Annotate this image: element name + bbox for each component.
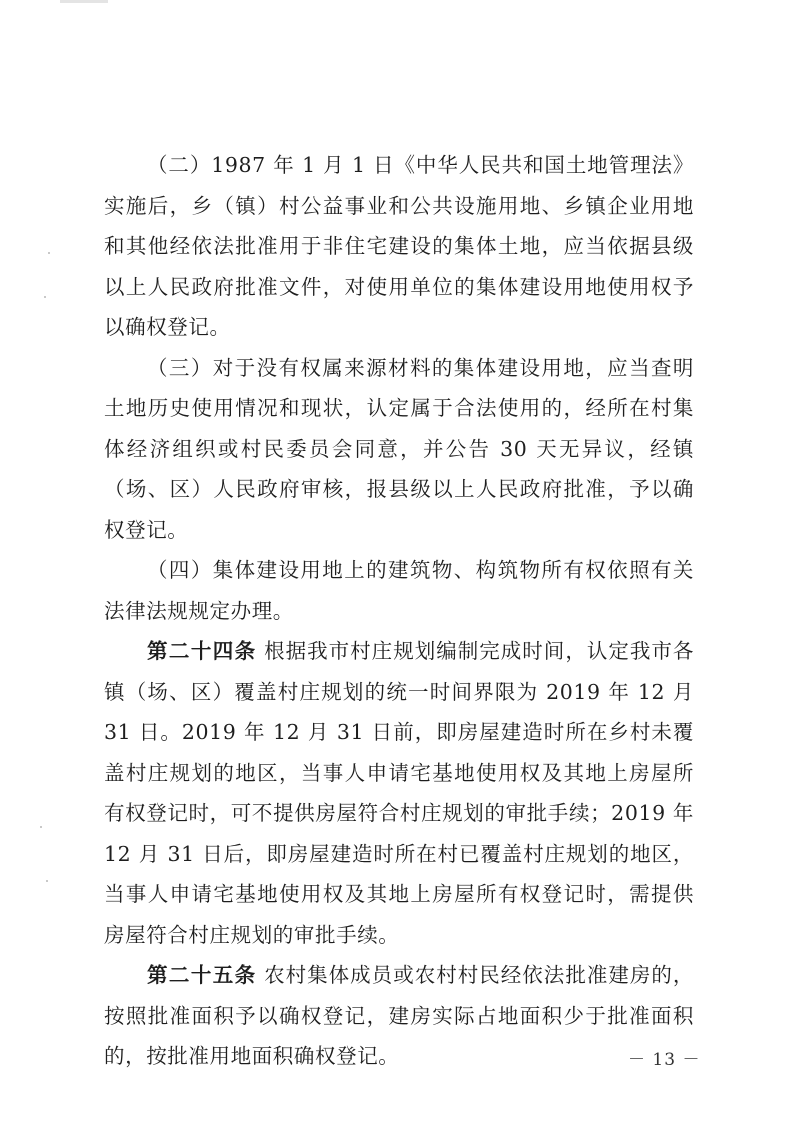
paragraph-article-24 [104, 631, 694, 955]
paragraph-text: （四）集体建设用地上的建筑物、构筑物所有权依照有关法律法规规定办理。 [104, 558, 694, 623]
scan-speck [48, 252, 50, 254]
document-body [104, 145, 694, 1077]
paragraph-text: 根据我市村庄规划编制完成时间，认定我市各镇（场、区）覆盖村庄规划的统一时间界限为 2019 年 12 月 31 日。2019 年 12 月 31 日前，即房屋建造时所在乡村未覆盖村庄规划的地区，当事人申请宅基地使用权及其地上房屋所有权登记时，可不提供房屋符合村庄规划的审批手续；2019 年 12 月 31 日后，即房屋建造时所在村已覆盖村庄规划的地区，当事人申请宅基地使用权及其地上房屋所有权登记时，需提供房屋符合村庄规划的审批手续。 [104, 639, 694, 947]
article-heading: 第二十五条 [147, 963, 257, 987]
page-number: － 13 － [628, 1050, 701, 1070]
scan-speck [40, 826, 42, 828]
article-heading: 第二十四条 [147, 639, 257, 663]
paragraph-clause-23-2 [104, 145, 694, 348]
paragraph-article-25 [104, 955, 694, 1077]
paragraph-text: 农村集体成员或农村村民经依法批准建房的，按照批准面积予以确权登记，建房实际占地面积少于批准面积的，按批准用地面积确权登记。 [104, 963, 694, 1068]
scan-speck [46, 880, 48, 882]
paragraph-clause-23-3 [104, 348, 694, 551]
paragraph-clause-23-4 [104, 550, 694, 631]
scan-edge-mark [60, 0, 108, 3]
paragraph-text: （二）1987 年 1 月 1 日《中华人民共和国土地管理法》实施后，乡（镇）村公益事业和公共设施用地、乡镇企业用地和其他经依法批准用于非住宅建设的集体土地，应当依据县级以上人民政府批准文件，对使用单位的集体建设用地使用权予以确权登记。 [104, 153, 694, 339]
scan-speck [44, 296, 46, 298]
paragraph-text: （三）对于没有权属来源材料的集体建设用地，应当查明土地历史使用情况和现状，认定属于合法使用的，经所在村集体经济组织或村民委员会同意，并公告 30 天无异议，经镇（场、区）人民政府审核，报县级以上人民政府批准，予以确权登记。 [104, 355, 694, 542]
